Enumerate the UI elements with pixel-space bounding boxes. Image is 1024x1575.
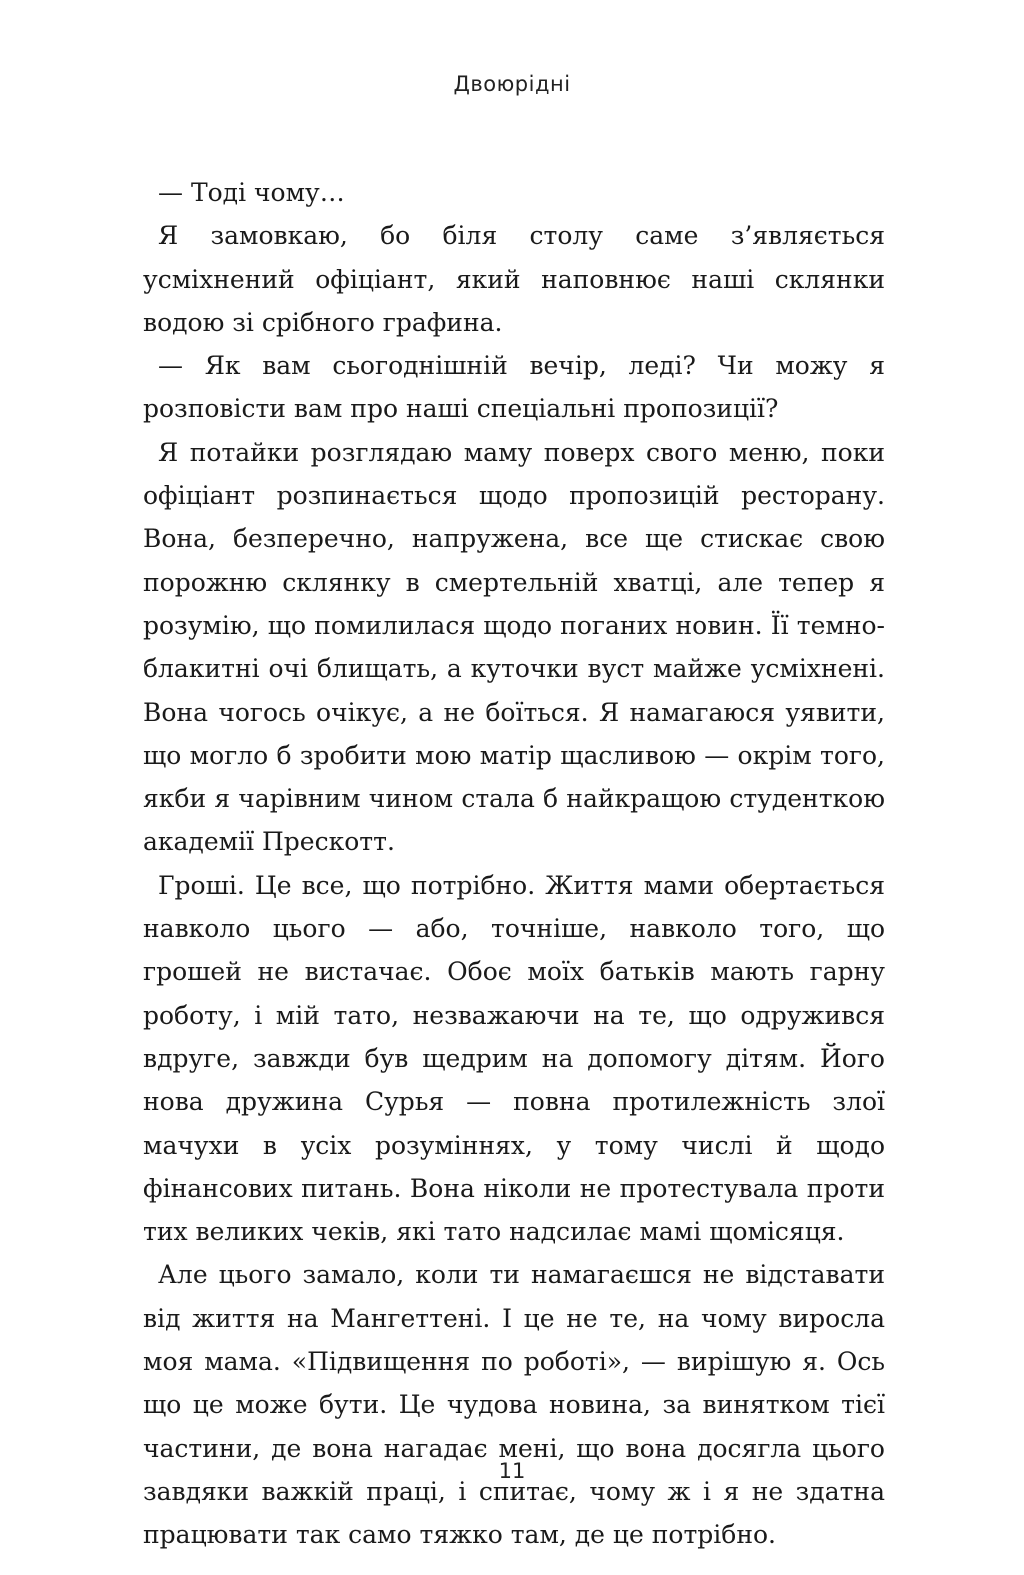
paragraph: — Як вам сьогоднішній вечір, леді? Чи можу я розповісти вам про наші спеціальні пропозиції? xyxy=(143,351,885,424)
paragraph: Але цього замало, коли ти намагаєшся не відставати від життя на Мангеттені. І це не те, на чому виросла моя мама. «Підвищення по роботі», — вирішую я. Ось що це може бути. Це чудова новина, за винятком тієї частини, де вона нагадає мені, що вона досягла цього завдяки важкій праці, і спитає, чому ж і я не здатна працювати так само тяжко там, де це потрібно. xyxy=(143,1260,885,1550)
paragraph: — Тоді чому… xyxy=(158,178,345,207)
page-number: 11 xyxy=(498,1459,526,1483)
running-header: Двоюрідні xyxy=(453,72,571,96)
main-text xyxy=(143,171,885,1557)
paragraph: Гроші. Це все, що потрібно. Життя мами обертається навколо цього — або, точніше, навколо того, що грошей не вистачає. Обоє моїх батьків мають гарну роботу, і мій тато, незважаючи на те, що одружився вдруге, завжди був щедрим на допомогу дітям. Його нова дружина Сурья — повна протилежність злої мачухи в усіх розуміннях, у тому числі й щодо фінансових питань. Вона ніколи не протестувала проти тих великих чеків, які тато надсилає мамі щомісяця. xyxy=(143,870,885,1247)
paragraph: Я потайки розглядаю маму поверх свого меню, поки офіціант розпинається щодо пропозицій ресторану. Вона, безперечно, напружена, все ще стискає свою порожню склянку в смертельній хватці, але тепер я розумію, що помилилася щодо поганих новин. Її темно-блакитні очі блищать, а куточки вуст майже усміхнені. Вона чогось очікує, а не боїться. Я намагаюся уявити, що могло б зробити мою матір щасливою — окрім того, якби я чарівним чином стала б найкращою студенткою академії Прескотт. xyxy=(143,437,885,857)
paragraph: Я замовкаю, бо біля столу саме з’являється усміхнений офіціант, який наповнює наші склянки водою зі срібного графина. xyxy=(143,221,885,337)
